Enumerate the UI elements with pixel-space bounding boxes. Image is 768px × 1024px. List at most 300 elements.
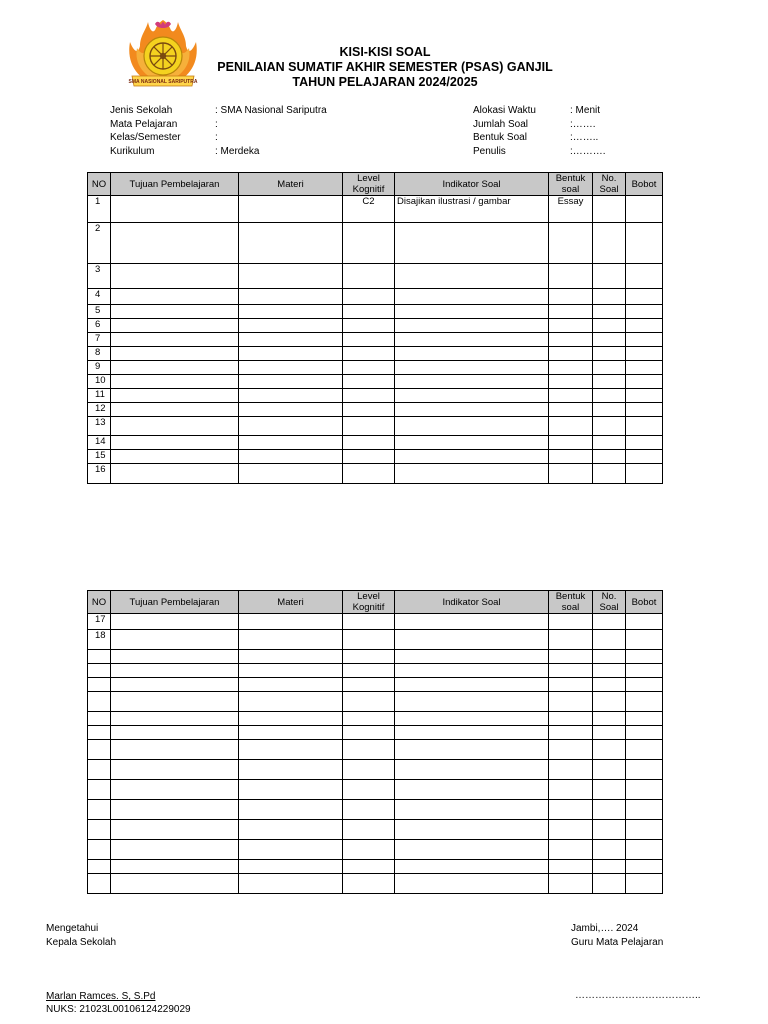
cell-bentuk bbox=[549, 800, 593, 820]
cell-level bbox=[343, 614, 395, 630]
cell-bobot bbox=[626, 712, 663, 726]
document-title bbox=[190, 45, 580, 90]
grid-table-1 bbox=[87, 172, 663, 484]
cell-materi bbox=[239, 417, 343, 436]
cell-no bbox=[88, 800, 111, 820]
cell-materi bbox=[239, 389, 343, 403]
cell-indikator bbox=[395, 403, 549, 417]
cell-bentuk bbox=[549, 726, 593, 740]
cell-no bbox=[88, 840, 111, 860]
cell-materi bbox=[239, 361, 343, 375]
table-row bbox=[88, 289, 663, 305]
info-label: Penulis bbox=[473, 145, 506, 157]
cell-materi bbox=[239, 678, 343, 692]
info-row bbox=[473, 104, 606, 118]
cell-materi bbox=[239, 780, 343, 800]
info-value: : Merdeka bbox=[215, 145, 260, 157]
cell-bobot bbox=[626, 333, 663, 347]
cell-tujuan bbox=[111, 630, 239, 650]
cell-materi bbox=[239, 450, 343, 464]
cell-bobot bbox=[626, 740, 663, 760]
cell-tujuan bbox=[111, 289, 239, 305]
cell-bentuk bbox=[549, 780, 593, 800]
cell-materi bbox=[239, 347, 343, 361]
cell-bobot bbox=[626, 196, 663, 223]
cell-materi bbox=[239, 840, 343, 860]
cell-materi bbox=[239, 630, 343, 650]
cell-no bbox=[88, 874, 111, 894]
cell-bobot bbox=[626, 650, 663, 664]
cell-level bbox=[343, 319, 395, 333]
cell-bentuk bbox=[549, 450, 593, 464]
cell-indikator bbox=[395, 333, 549, 347]
table-row bbox=[88, 630, 663, 650]
cell-no: 9 bbox=[88, 361, 111, 375]
cell-bentuk bbox=[549, 740, 593, 760]
cell-nosoal bbox=[593, 347, 626, 361]
cell-materi bbox=[239, 664, 343, 678]
table-row bbox=[88, 333, 663, 347]
info-label: Kelas/Semester bbox=[110, 132, 181, 143]
cell-tujuan bbox=[111, 361, 239, 375]
cell-no bbox=[88, 712, 111, 726]
table-row bbox=[88, 347, 663, 361]
title-line-1: KISI-KISI SOAL bbox=[339, 45, 431, 59]
signature-right bbox=[571, 922, 663, 949]
cell-level bbox=[343, 740, 395, 760]
cell-bentuk bbox=[549, 223, 593, 264]
table-row bbox=[88, 650, 663, 664]
cell-tujuan bbox=[111, 450, 239, 464]
cell-bobot bbox=[626, 840, 663, 860]
cell-tujuan bbox=[111, 464, 239, 484]
cell-tujuan bbox=[111, 389, 239, 403]
cell-nosoal bbox=[593, 820, 626, 840]
exam-info bbox=[473, 104, 606, 158]
info-row bbox=[473, 145, 606, 159]
cell-nosoal bbox=[593, 780, 626, 800]
info-label: Jumlah Soal bbox=[473, 118, 529, 130]
cell-indikator bbox=[395, 630, 549, 650]
cell-materi bbox=[239, 712, 343, 726]
cell-materi bbox=[239, 305, 343, 319]
table-row bbox=[88, 319, 663, 333]
cell-materi bbox=[239, 726, 343, 740]
cell-nosoal bbox=[593, 664, 626, 678]
cell-bobot bbox=[626, 223, 663, 264]
table-header-row bbox=[88, 591, 663, 614]
col-bobot: Bobot bbox=[626, 591, 663, 614]
col-materi: Materi bbox=[239, 591, 343, 614]
title-line-3: TAHUN PELAJARAN 2024/2025 bbox=[292, 75, 478, 89]
cell-no: 15 bbox=[88, 450, 111, 464]
cell-level bbox=[343, 630, 395, 650]
cell-indikator bbox=[395, 464, 549, 484]
cell-nosoal bbox=[593, 436, 626, 450]
cell-bentuk bbox=[549, 614, 593, 630]
cell-materi bbox=[239, 800, 343, 820]
cell-bentuk: Essay bbox=[549, 196, 593, 223]
cell-tujuan bbox=[111, 740, 239, 760]
cell-bentuk bbox=[549, 874, 593, 894]
info-value: :……. bbox=[570, 118, 596, 130]
cell-indikator bbox=[395, 305, 549, 319]
cell-indikator bbox=[395, 375, 549, 389]
cell-no bbox=[88, 726, 111, 740]
cell-tujuan bbox=[111, 800, 239, 820]
cell-no: 10 bbox=[88, 375, 111, 389]
cell-no bbox=[88, 820, 111, 840]
cell-no: 14 bbox=[88, 436, 111, 450]
cell-materi bbox=[239, 692, 343, 712]
table-header-row bbox=[88, 173, 663, 196]
cell-level bbox=[343, 840, 395, 860]
cell-tujuan bbox=[111, 780, 239, 800]
cell-no: 3 bbox=[88, 264, 111, 289]
cell-tujuan bbox=[111, 678, 239, 692]
signature-role: Kepala Sekolah bbox=[46, 936, 117, 948]
cell-indikator bbox=[395, 692, 549, 712]
cell-tujuan bbox=[111, 840, 239, 860]
cell-indikator: Disajikan ilustrasi / gambar bbox=[395, 196, 549, 223]
cell-level bbox=[343, 347, 395, 361]
table-row bbox=[88, 760, 663, 780]
cell-indikator bbox=[395, 223, 549, 264]
table-row bbox=[88, 305, 663, 319]
cell-nosoal bbox=[593, 630, 626, 650]
cell-no: 2 bbox=[88, 223, 111, 264]
cell-level bbox=[343, 860, 395, 874]
cell-tujuan bbox=[111, 319, 239, 333]
cell-nosoal bbox=[593, 196, 626, 223]
col-indikator: Indikator Soal bbox=[395, 591, 549, 614]
cell-tujuan bbox=[111, 333, 239, 347]
cell-no: 18 bbox=[88, 630, 111, 650]
cell-bentuk bbox=[549, 333, 593, 347]
info-value: :…….. bbox=[570, 132, 599, 143]
cell-level bbox=[343, 874, 395, 894]
cell-bobot bbox=[626, 375, 663, 389]
cell-nosoal bbox=[593, 264, 626, 289]
info-label: Mata Pelajaran bbox=[110, 118, 178, 130]
col-materi: Materi bbox=[239, 173, 343, 196]
cell-nosoal bbox=[593, 223, 626, 264]
cell-bentuk bbox=[549, 840, 593, 860]
cell-no: 6 bbox=[88, 319, 111, 333]
cell-bobot bbox=[626, 305, 663, 319]
cell-materi bbox=[239, 740, 343, 760]
cell-indikator bbox=[395, 820, 549, 840]
cell-bentuk bbox=[549, 712, 593, 726]
cell-no bbox=[88, 780, 111, 800]
cell-no: 13 bbox=[88, 417, 111, 436]
cell-nosoal bbox=[593, 464, 626, 484]
cell-indikator bbox=[395, 289, 549, 305]
cell-level bbox=[343, 450, 395, 464]
cell-tujuan bbox=[111, 650, 239, 664]
cell-level bbox=[343, 760, 395, 780]
cell-indikator bbox=[395, 740, 549, 760]
col-bentuk: Bentuk soal bbox=[549, 591, 593, 614]
cell-bobot bbox=[626, 464, 663, 484]
cell-no bbox=[88, 650, 111, 664]
cell-tujuan bbox=[111, 403, 239, 417]
cell-no bbox=[88, 692, 111, 712]
cell-tujuan bbox=[111, 726, 239, 740]
table-row bbox=[88, 664, 663, 678]
cell-materi bbox=[239, 223, 343, 264]
col-tujuan: Tujuan Pembelajaran bbox=[111, 173, 239, 196]
cell-no: 5 bbox=[88, 305, 111, 319]
cell-nosoal bbox=[593, 678, 626, 692]
cell-level bbox=[343, 333, 395, 347]
cell-bentuk bbox=[549, 264, 593, 289]
cell-level bbox=[343, 289, 395, 305]
cell-level bbox=[343, 664, 395, 678]
cell-nosoal bbox=[593, 650, 626, 664]
cell-materi bbox=[239, 333, 343, 347]
cell-nosoal bbox=[593, 840, 626, 860]
table-row bbox=[88, 361, 663, 375]
cell-tujuan bbox=[111, 712, 239, 726]
cell-bobot bbox=[626, 417, 663, 436]
principal-signature bbox=[46, 990, 191, 1016]
col-no: NO bbox=[88, 591, 111, 614]
table-row bbox=[88, 403, 663, 417]
cell-level bbox=[343, 223, 395, 264]
cell-materi bbox=[239, 403, 343, 417]
cell-tujuan bbox=[111, 436, 239, 450]
cell-indikator bbox=[395, 726, 549, 740]
cell-materi bbox=[239, 196, 343, 223]
cell-no: 11 bbox=[88, 389, 111, 403]
table-row bbox=[88, 840, 663, 860]
cell-level: C2 bbox=[343, 196, 395, 223]
cell-level bbox=[343, 820, 395, 840]
cell-materi bbox=[239, 464, 343, 484]
cell-nosoal bbox=[593, 760, 626, 780]
info-row bbox=[110, 118, 327, 132]
info-label: Alokasi Waktu bbox=[473, 105, 536, 116]
cell-bobot bbox=[626, 361, 663, 375]
col-bentuk: Bentuk soal bbox=[549, 173, 593, 196]
cell-bentuk bbox=[549, 289, 593, 305]
cell-materi bbox=[239, 760, 343, 780]
cell-tujuan bbox=[111, 264, 239, 289]
cell-bentuk bbox=[549, 436, 593, 450]
cell-indikator bbox=[395, 780, 549, 800]
cell-level bbox=[343, 678, 395, 692]
cell-nosoal bbox=[593, 305, 626, 319]
cell-nosoal bbox=[593, 692, 626, 712]
cell-level bbox=[343, 264, 395, 289]
cell-indikator bbox=[395, 389, 549, 403]
cell-tujuan bbox=[111, 305, 239, 319]
cell-materi bbox=[239, 650, 343, 664]
cell-bobot bbox=[626, 800, 663, 820]
cell-bentuk bbox=[549, 820, 593, 840]
cell-indikator bbox=[395, 800, 549, 820]
cell-bentuk bbox=[549, 650, 593, 664]
cell-tujuan bbox=[111, 760, 239, 780]
cell-indikator bbox=[395, 450, 549, 464]
table-row bbox=[88, 874, 663, 894]
cell-bentuk bbox=[549, 319, 593, 333]
col-level: Level Kognitif bbox=[343, 591, 395, 614]
cell-nosoal bbox=[593, 726, 626, 740]
info-value: :………. bbox=[570, 145, 606, 157]
cell-bobot bbox=[626, 436, 663, 450]
cell-nosoal bbox=[593, 450, 626, 464]
table-row bbox=[88, 417, 663, 436]
cell-indikator bbox=[395, 760, 549, 780]
cell-bobot bbox=[626, 678, 663, 692]
cell-bobot bbox=[626, 760, 663, 780]
logo-caption: SMA NASIONAL SARIPUTRA bbox=[128, 79, 198, 85]
cell-bobot bbox=[626, 347, 663, 361]
table-row bbox=[88, 820, 663, 840]
cell-level bbox=[343, 417, 395, 436]
cell-level bbox=[343, 780, 395, 800]
cell-indikator bbox=[395, 712, 549, 726]
cell-materi bbox=[239, 319, 343, 333]
teacher-name-placeholder: ……………………………….. bbox=[575, 990, 701, 1001]
info-row bbox=[110, 145, 327, 159]
info-value: : bbox=[215, 118, 218, 130]
cell-bentuk bbox=[549, 760, 593, 780]
cell-bentuk bbox=[549, 361, 593, 375]
table-row bbox=[88, 264, 663, 289]
cell-bobot bbox=[626, 726, 663, 740]
cell-no bbox=[88, 740, 111, 760]
cell-materi bbox=[239, 614, 343, 630]
cell-tujuan bbox=[111, 860, 239, 874]
cell-level bbox=[343, 375, 395, 389]
cell-bentuk bbox=[549, 305, 593, 319]
table-row bbox=[88, 712, 663, 726]
cell-indikator bbox=[395, 361, 549, 375]
cell-indikator bbox=[395, 874, 549, 894]
cell-bobot bbox=[626, 630, 663, 650]
cell-no bbox=[88, 860, 111, 874]
info-row bbox=[110, 104, 327, 118]
cell-bobot bbox=[626, 860, 663, 874]
cell-no: 4 bbox=[88, 289, 111, 305]
info-value: : SMA Nasional Sariputra bbox=[215, 105, 327, 116]
table-row bbox=[88, 450, 663, 464]
cell-level bbox=[343, 389, 395, 403]
cell-tujuan bbox=[111, 375, 239, 389]
cell-bobot bbox=[626, 664, 663, 678]
cell-no: 12 bbox=[88, 403, 111, 417]
table-row bbox=[88, 678, 663, 692]
table-row bbox=[88, 860, 663, 874]
cell-level bbox=[343, 305, 395, 319]
cell-no: 8 bbox=[88, 347, 111, 361]
cell-materi bbox=[239, 860, 343, 874]
cell-indikator bbox=[395, 347, 549, 361]
cell-tujuan bbox=[111, 347, 239, 361]
cell-bentuk bbox=[549, 389, 593, 403]
col-nosoal: No. Soal bbox=[593, 173, 626, 196]
cell-nosoal bbox=[593, 874, 626, 894]
info-value: : Menit bbox=[570, 105, 601, 116]
table-row bbox=[88, 800, 663, 820]
cell-bobot bbox=[626, 874, 663, 894]
cell-indikator bbox=[395, 264, 549, 289]
cell-indikator bbox=[395, 614, 549, 630]
cell-bentuk bbox=[549, 464, 593, 484]
cell-level bbox=[343, 692, 395, 712]
cell-bentuk bbox=[549, 417, 593, 436]
cell-materi bbox=[239, 375, 343, 389]
cell-indikator bbox=[395, 650, 549, 664]
cell-indikator bbox=[395, 436, 549, 450]
cell-tujuan bbox=[111, 196, 239, 223]
info-row bbox=[473, 131, 606, 145]
info-row bbox=[110, 131, 327, 145]
col-indikator: Indikator Soal bbox=[395, 173, 549, 196]
table-row bbox=[88, 436, 663, 450]
cell-bentuk bbox=[549, 347, 593, 361]
grid-table-2 bbox=[87, 590, 663, 894]
cell-level bbox=[343, 726, 395, 740]
cell-bobot bbox=[626, 614, 663, 630]
cell-no: 1 bbox=[88, 196, 111, 223]
cell-bobot bbox=[626, 403, 663, 417]
table-row bbox=[88, 223, 663, 264]
cell-bobot bbox=[626, 820, 663, 840]
principal-nuks: NUKS: 21023L00106124229029 bbox=[46, 1004, 191, 1015]
cell-tujuan bbox=[111, 874, 239, 894]
cell-nosoal bbox=[593, 800, 626, 820]
cell-bentuk bbox=[549, 692, 593, 712]
cell-materi bbox=[239, 436, 343, 450]
cell-indikator bbox=[395, 319, 549, 333]
cell-level bbox=[343, 800, 395, 820]
cell-materi bbox=[239, 289, 343, 305]
signature-left bbox=[46, 922, 116, 949]
cell-nosoal bbox=[593, 389, 626, 403]
table-row bbox=[88, 614, 663, 630]
cell-bobot bbox=[626, 264, 663, 289]
table-row bbox=[88, 389, 663, 403]
cell-bobot bbox=[626, 289, 663, 305]
cell-tujuan bbox=[111, 223, 239, 264]
info-label: Bentuk Soal bbox=[473, 132, 527, 143]
title-line-2: PENILAIAN SUMATIF AKHIR SEMESTER (PSAS) GANJIL bbox=[217, 60, 553, 74]
cell-tujuan bbox=[111, 664, 239, 678]
cell-bentuk bbox=[549, 860, 593, 874]
cell-level bbox=[343, 464, 395, 484]
cell-bobot bbox=[626, 692, 663, 712]
cell-level bbox=[343, 650, 395, 664]
info-label: Kurikulum bbox=[110, 145, 155, 157]
cell-no: 16 bbox=[88, 464, 111, 484]
cell-indikator bbox=[395, 664, 549, 678]
table-row bbox=[88, 196, 663, 223]
cell-level bbox=[343, 712, 395, 726]
cell-bentuk bbox=[549, 403, 593, 417]
cell-indikator bbox=[395, 860, 549, 874]
cell-nosoal bbox=[593, 712, 626, 726]
table-row bbox=[88, 726, 663, 740]
cell-nosoal bbox=[593, 860, 626, 874]
table-row bbox=[88, 780, 663, 800]
table-row bbox=[88, 740, 663, 760]
col-tujuan: Tujuan Pembelajaran bbox=[111, 591, 239, 614]
cell-nosoal bbox=[593, 614, 626, 630]
